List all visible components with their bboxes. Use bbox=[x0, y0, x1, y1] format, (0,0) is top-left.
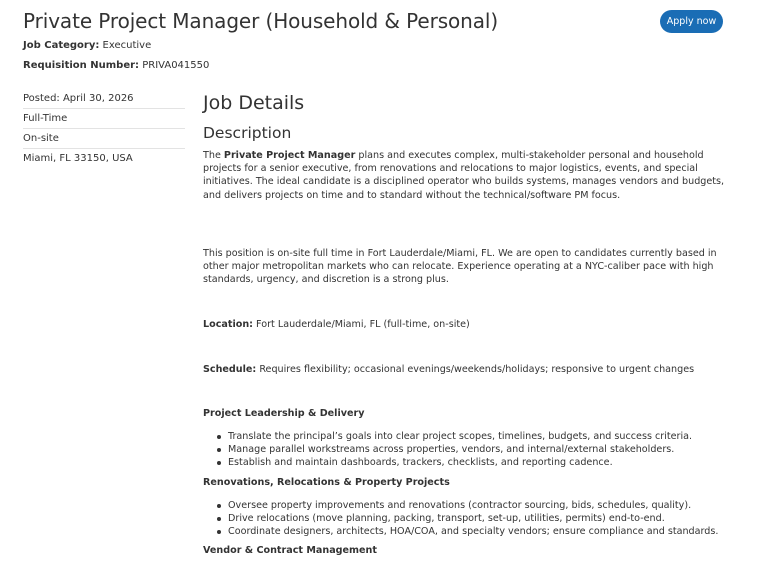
list-item: Coordinate designers, architects, HOA/COA, and specialty vendors; ensure compliance and standards. bbox=[228, 525, 738, 538]
job-category bbox=[23, 40, 151, 51]
work-arrangement: On-site bbox=[23, 129, 185, 149]
description-heading: Description bbox=[203, 124, 292, 142]
job-category-label: Job Category: bbox=[23, 40, 100, 51]
leadership-bullet-list bbox=[228, 430, 738, 470]
onsite-paragraph: This position is on-site full time in Fort Lauderdale/Miami, FL. We are open to candidates currently based in other major metropolitan markets who can relocate. Experience operating at a NYC-caliber pace with high standards, urgency, and discretion is a strong plus. bbox=[203, 248, 717, 286]
group-title-renovations: Renovations, Relocations & Property Projects bbox=[203, 477, 450, 488]
job-title: Private Project Manager (Household & Personal) bbox=[23, 9, 499, 33]
schedule-line bbox=[203, 363, 725, 376]
intro-text-start: The bbox=[203, 150, 224, 161]
list-item: Drive relocations (move planning, packing, transport, set-up, utilities, permits) end-to-end. bbox=[228, 512, 738, 525]
posted-date: Posted: April 30, 2026 bbox=[23, 89, 185, 109]
job-location: Miami, FL 33150, USA bbox=[23, 153, 133, 164]
job-details-heading: Job Details bbox=[203, 92, 305, 114]
location-label: Location: bbox=[203, 319, 253, 330]
job-details-section bbox=[203, 90, 733, 556]
schedule-value: Requires flexibility; occasional evenings/weekends/holidays; responsive to urgent changes bbox=[256, 364, 695, 375]
requisition-label: Requisition Number: bbox=[23, 60, 140, 71]
job-category-value: Executive bbox=[102, 40, 152, 51]
list-item: Oversee property improvements and renovations (contractor sourcing, bids, schedules, quality). bbox=[228, 499, 738, 512]
job-summary-sidebar bbox=[23, 89, 185, 169]
list-item: Manage parallel workstreams across properties, vendors, and internal/external stakeholders. bbox=[228, 443, 738, 456]
apply-now-button[interactable]: Apply now bbox=[660, 10, 723, 33]
location-line bbox=[203, 318, 725, 331]
requisition-value: PRIVA041550 bbox=[142, 60, 210, 71]
list-item: Establish and maintain dashboards, trackers, checklists, and reporting cadence. bbox=[228, 456, 738, 469]
schedule-label: Schedule: bbox=[203, 364, 257, 375]
requisition-number bbox=[23, 60, 209, 71]
intro-role-name: Private Project Manager bbox=[223, 150, 356, 161]
employment-type: Full-Time bbox=[23, 109, 185, 129]
list-item: Translate the principal’s goals into clear project scopes, timelines, budgets, and success criteria. bbox=[228, 430, 738, 443]
group-title-vendor: Vendor & Contract Management bbox=[203, 545, 377, 556]
renovations-bullet-list bbox=[228, 499, 738, 539]
description-intro bbox=[203, 149, 725, 202]
group-title-leadership: Project Leadership & Delivery bbox=[203, 408, 365, 419]
intro-text-rest: plans and executes complex, multi-stakeholder personal and household projects for a senior executive, from renovations and relocations to major logistics, events, and special initiatives. The ideal candidate is a disciplined operator who builds systems, manages vendors and budgets, and delivers projects on time and to standard without the technical/software PM focus. bbox=[203, 150, 725, 201]
location-value: Fort Lauderdale/Miami, FL (full-time, on-site) bbox=[253, 319, 470, 330]
